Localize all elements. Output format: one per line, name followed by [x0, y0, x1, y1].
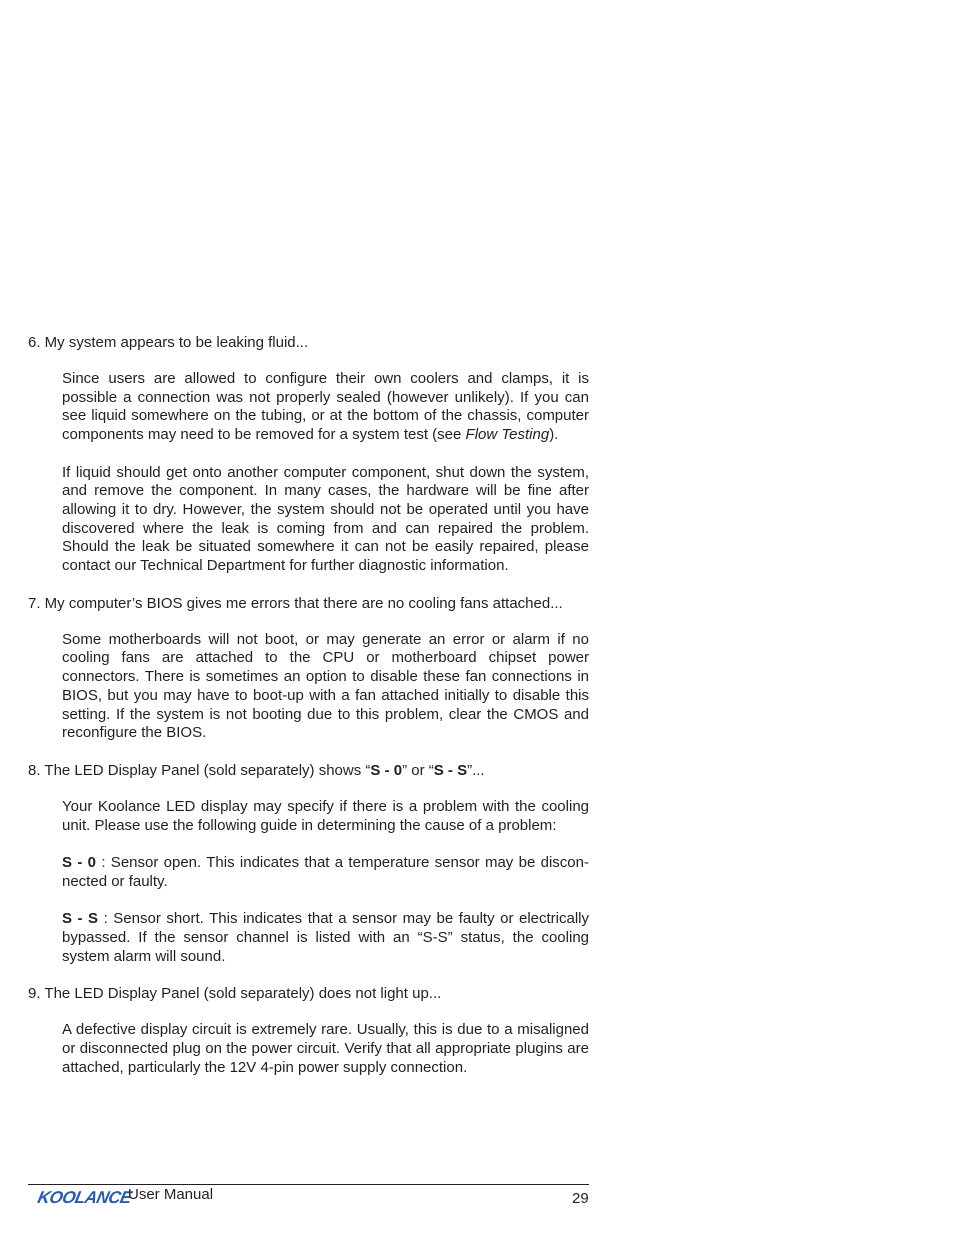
koolance-logo: KOOLANCE	[35, 1188, 134, 1207]
question-6: 6. My system appears to be leaking fluid...	[28, 334, 309, 351]
code-s-0: S - 0	[62, 854, 96, 872]
footer-divider	[28, 1184, 589, 1185]
faq-content	[28, 333, 589, 1077]
code-s-s: S - S	[62, 910, 99, 928]
flow-testing-reference: Flow Testing	[465, 426, 550, 444]
page-number: 29	[572, 1190, 589, 1207]
question-7: 7. My computer’s BIOS gives me errors that there are no cooling fans attached...	[28, 594, 563, 612]
answer-6-paragraph-1: Since users are allowed to configure their own coolers and clamps, it is possible a connection was not properly sealed (however unlikely). If you can see liquid somewhere on the tubing, or at the bottom of the chassis, computer components may need to be removed for a system test (see Flow Testing).	[62, 370, 589, 444]
question-8: 8. The LED Display Panel (sold separately) shows “S - 0” or “S - S”...	[28, 761, 485, 779]
answer-8-paragraph-1: Your Koolance LED display may specify if there is a problem with the cooling unit. Please use the following guide in determining the cause of a problem:	[62, 797, 589, 834]
question-9: 9. The LED Display Panel (sold separately) does not light up...	[28, 985, 442, 1003]
answer-6-paragraph-2: If liquid should get onto another computer component, shut down the system, and remove the component. In many cases, the hardware will be fine after allowing it to dry. However, the system should not be operated until you have discovered where the leak is coming from and can repaired the problem. Should the leak be situated somewhere it can not be easily repaired, please contact our Technical Department for further diagnostic information.	[62, 463, 589, 575]
footer-label: User Manual	[128, 1186, 214, 1203]
answer-9-paragraph-1: A defective display circuit is extremely rare. Usually, this is due to a misaligned or disconnected plug on the power circuit. Verify that all appropriate plugins are attached, particularly the 12V 4-pin power supply connection.	[62, 1021, 589, 1076]
answer-8-sensor-open: S - 0 : Sensor open. This indicates that a temperature sensor may be discon-nected or faulty.	[62, 854, 589, 890]
answer-7-paragraph-1: Some motherboards will not boot, or may generate an error or alarm if no cooling fans are attached to the CPU or motherboard chipset power connectors. There is sometimes an option to disable these fan connections in BIOS, but you may have to boot-up with a fan attached initially to disable this setting. If the system is not booting due to this problem, clear the CMOS and reconfigure the BIOS.	[62, 630, 589, 742]
answer-8-sensor-short: S - S : Sensor short. This indicates that a sensor may be faulty or electrically bypassed. If the sensor channel is listed with an “S-S” status, the cooling system alarm will sound.	[62, 910, 589, 965]
